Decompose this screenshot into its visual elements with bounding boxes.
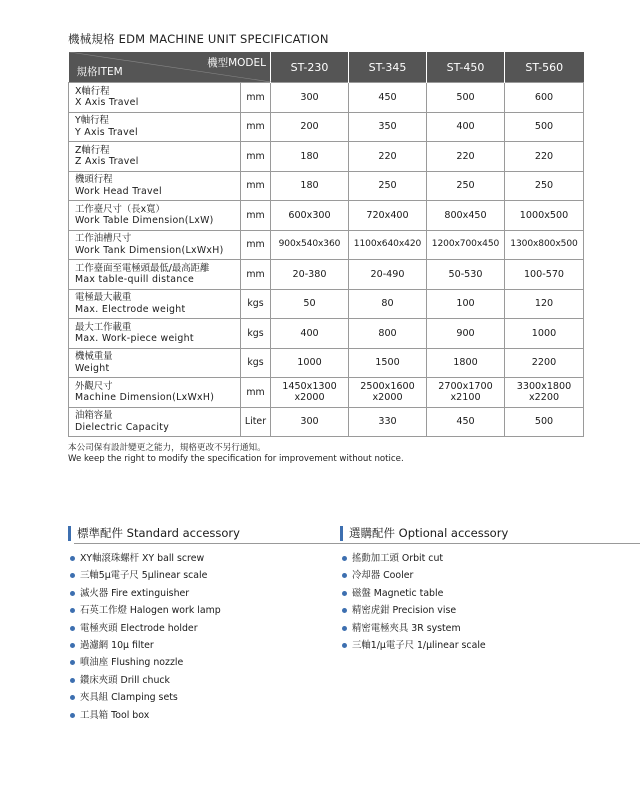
spec-value-cell: 180	[271, 142, 349, 172]
spec-value-cell: 1300x800x500	[505, 230, 584, 260]
spec-value-cell: 450	[427, 407, 505, 437]
spec-value-cell: 500	[505, 407, 584, 437]
spec-value-cell: 2700x1700 x2100	[427, 378, 505, 408]
spec-value-cell: 600	[505, 83, 584, 113]
model-header: ST-345	[349, 52, 427, 83]
spec-item-cell	[69, 407, 241, 437]
spec-item-zh: X軸行程	[75, 85, 110, 97]
bullet-icon	[342, 573, 347, 578]
spec-unit-cell: mm	[241, 112, 271, 142]
spec-item-en: Work Table Dimension(LxW)	[75, 215, 214, 227]
spec-value-cell: 1000	[505, 319, 584, 349]
spec-value-cell: 120	[505, 289, 584, 319]
spec-value-cell: 300	[271, 83, 349, 113]
spec-unit-cell: mm	[241, 260, 271, 290]
bullet-icon	[342, 556, 347, 561]
bullet-icon	[70, 678, 75, 683]
spec-value-cell: 900x540x360	[271, 230, 349, 260]
spec-value-cell: 250	[349, 171, 427, 201]
spec-value-cell: 80	[349, 289, 427, 319]
accessory-label: XY軸滾珠螺杆 XY ball screw	[80, 553, 205, 564]
spec-item-en: Dielectric Capacity	[75, 421, 170, 433]
bullet-icon	[70, 608, 75, 613]
spec-value-cell: 250	[505, 171, 584, 201]
bullet-icon	[70, 695, 75, 700]
table-row	[69, 201, 584, 231]
spec-item-cell	[69, 230, 241, 260]
spec-value-cell: 450	[349, 83, 427, 113]
table-row	[69, 230, 584, 260]
model-header: ST-450	[427, 52, 505, 83]
spec-item-zh: Z軸行程	[75, 144, 110, 156]
spec-value-cell: 1200x700x450	[427, 230, 505, 260]
list-item	[68, 585, 221, 602]
spec-item-cell	[69, 83, 241, 113]
accessory-label: 滅火器 Fire extinguisher	[80, 587, 190, 599]
spec-item-cell	[69, 260, 241, 290]
spec-item-en: Max. Work-piece weight	[75, 333, 194, 345]
bullet-icon	[70, 660, 75, 665]
accessory-label: 磁盤 Magnetic table	[352, 587, 444, 599]
spec-value-cell: 200	[271, 112, 349, 142]
heading-divider	[346, 543, 640, 544]
spec-item-en: Z Axis Travel	[75, 156, 139, 168]
spec-item-zh: 電極最大載重	[75, 292, 132, 304]
accessory-label: 鑽床夾頭 Drill chuck	[80, 674, 170, 686]
list-item	[340, 602, 486, 619]
spec-item-zh: 機頭行程	[75, 174, 113, 186]
spec-unit-cell: mm	[241, 171, 271, 201]
spec-unit-cell: mm	[241, 83, 271, 113]
page-title: 機械規格 EDM MACHINE UNIT SPECIFICATION	[68, 32, 329, 46]
table-row	[69, 112, 584, 142]
list-item	[68, 672, 221, 689]
list-item	[68, 567, 221, 584]
accessory-label: 冷却器 Cooler	[352, 570, 414, 582]
disclaimer-zh: 本公司保有設計變更之能力，規格更改不另行通知。	[68, 443, 266, 453]
spec-item-zh: 油箱容量	[75, 410, 113, 422]
standard-accessory-section	[68, 526, 240, 721]
list-item	[68, 707, 221, 724]
table-row	[69, 319, 584, 349]
spec-value-cell: 100	[427, 289, 505, 319]
spec-unit-cell: mm	[241, 378, 271, 408]
spec-value-cell: 50	[271, 289, 349, 319]
spec-value-cell: 300	[271, 407, 349, 437]
spec-item-en: Max table-quill distance	[75, 274, 195, 286]
spec-value-cell: 500	[505, 112, 584, 142]
list-item	[68, 620, 221, 637]
spec-unit-cell: kgs	[241, 348, 271, 378]
accessory-label: 搖動加工頭 Orbit cut	[352, 553, 444, 564]
spec-value-cell: 900	[427, 319, 505, 349]
spec-unit-cell: mm	[241, 142, 271, 172]
bullet-icon	[342, 626, 347, 631]
spec-unit-cell: Liter	[241, 407, 271, 437]
optional-accessory-list	[340, 550, 486, 654]
table-row	[69, 348, 584, 378]
spec-value-cell: 50-530	[427, 260, 505, 290]
spec-value-cell: 500	[427, 83, 505, 113]
spec-value-cell: 220	[427, 142, 505, 172]
spec-item-cell	[69, 378, 241, 408]
spec-item-cell	[69, 171, 241, 201]
spec-item-cell	[69, 142, 241, 172]
spec-item-zh: 工作油槽尺寸	[75, 233, 132, 245]
list-item	[340, 550, 486, 567]
accessory-label: 夾具組 Clamping sets	[80, 692, 178, 704]
spec-item-en: Machine Dimension(LxWxH)	[75, 392, 215, 404]
spec-value-cell: 20-380	[271, 260, 349, 290]
spec-value-cell: 800x450	[427, 201, 505, 231]
bullet-icon	[70, 591, 75, 596]
spec-value-cell: 1450x1300 x2000	[271, 378, 349, 408]
list-item	[340, 620, 486, 637]
list-item	[68, 689, 221, 706]
spec-item-cell	[69, 348, 241, 378]
spec-value-cell: 600x300	[271, 201, 349, 231]
optional-accessory-heading	[340, 526, 508, 541]
spec-value-cell: 250	[427, 171, 505, 201]
spec-value-cell: 2500x1600 x2000	[349, 378, 427, 408]
list-item	[68, 550, 221, 567]
spec-value-cell: 220	[349, 142, 427, 172]
spec-item-zh: 工作臺面至電極頭最低/最高距離	[75, 262, 210, 274]
spec-table	[68, 52, 584, 437]
table-row	[69, 142, 584, 172]
spec-item-zh: 外觀尺寸	[75, 380, 113, 392]
spec-value-cell: 180	[271, 171, 349, 201]
spec-value-cell: 350	[349, 112, 427, 142]
list-item	[340, 585, 486, 602]
spec-value-cell: 1800	[427, 348, 505, 378]
accessory-label: 過濾網 10μ filter	[80, 639, 154, 651]
spec-item-en: Work Tank Dimension(LxWxH)	[75, 244, 224, 256]
bullet-icon	[70, 556, 75, 561]
accessory-label: 精密虎鉗 Precision vise	[352, 605, 457, 617]
spec-value-cell: 1000x500	[505, 201, 584, 231]
spec-item-cell	[69, 112, 241, 142]
spec-value-cell: 1500	[349, 348, 427, 378]
spec-unit-cell: kgs	[241, 319, 271, 349]
spec-item-en: Work Head Travel	[75, 185, 162, 197]
spec-unit-cell: mm	[241, 230, 271, 260]
spec-unit-cell: mm	[241, 201, 271, 231]
header-model-label: 機型MODEL	[207, 57, 266, 69]
optional-accessory-section	[340, 526, 509, 651]
spec-item-zh: 機械重量	[75, 351, 113, 363]
bullet-icon	[342, 591, 347, 596]
spec-item-zh: 最大工作載重	[75, 321, 132, 333]
spec-value-cell: 100-570	[505, 260, 584, 290]
spec-value-cell: 330	[349, 407, 427, 437]
model-header: ST-230	[271, 52, 349, 83]
accessory-label: 工具箱 Tool box	[80, 709, 150, 721]
bullet-icon	[70, 643, 75, 648]
table-row	[69, 260, 584, 290]
accessory-label: 石英工作燈 Halogen work lamp	[80, 605, 221, 617]
table-corner-header	[69, 52, 271, 83]
accessory-label: 噴油座 Flushing nozzle	[80, 657, 184, 669]
list-item	[68, 637, 221, 654]
spec-value-cell: 2200	[505, 348, 584, 378]
list-item	[340, 567, 486, 584]
bullet-icon	[342, 643, 347, 648]
table-row	[69, 83, 584, 113]
table-row	[69, 407, 584, 437]
spec-item-en: Y Axis Travel	[75, 126, 138, 138]
spec-value-cell: 3300x1800 x2200	[505, 378, 584, 408]
accessory-label: 精密電極夾具 3R system	[352, 622, 461, 634]
accessory-label: 電極夾頭 Electrode holder	[80, 622, 198, 634]
spec-value-cell: 400	[271, 319, 349, 349]
spec-value-cell: 400	[427, 112, 505, 142]
spec-item-cell	[69, 319, 241, 349]
bullet-icon	[342, 608, 347, 613]
spec-item-en: X Axis Travel	[75, 97, 139, 109]
header-item-label: 規格ITEM	[76, 66, 123, 78]
accessory-label: 三軸1/μ電子尺 1/μlinear scale	[352, 639, 486, 651]
spec-value-cell: 20-490	[349, 260, 427, 290]
spec-item-cell	[69, 289, 241, 319]
spec-value-cell: 720x400	[349, 201, 427, 231]
spec-item-zh: Y軸行程	[75, 115, 109, 127]
standard-accessory-heading	[68, 526, 240, 541]
disclaimer-notes	[68, 443, 404, 464]
standard-accessory-title: 標準配件 Standard accessory	[77, 526, 240, 540]
list-item	[340, 637, 486, 654]
table-row	[69, 378, 584, 408]
model-header: ST-560	[505, 52, 584, 83]
spec-item-cell	[69, 201, 241, 231]
spec-value-cell: 800	[349, 319, 427, 349]
spec-item-zh: 工作臺尺寸（長x寬）	[75, 203, 165, 215]
spec-value-cell: 220	[505, 142, 584, 172]
spec-table-body	[69, 83, 584, 437]
table-row	[69, 289, 584, 319]
bullet-icon	[70, 626, 75, 631]
spec-unit-cell: kgs	[241, 289, 271, 319]
disclaimer-en: We keep the right to modify the specification for improvement without notice.	[68, 453, 404, 464]
accessory-label: 三軸5μ電子尺 5μlinear scale	[80, 570, 208, 582]
spec-value-cell: 1000	[271, 348, 349, 378]
standard-accessory-list	[68, 550, 221, 724]
list-item	[68, 654, 221, 671]
bullet-icon	[70, 573, 75, 578]
list-item	[68, 602, 221, 619]
table-row	[69, 171, 584, 201]
spec-item-en: Weight	[75, 362, 110, 374]
spec-item-en: Max. Electrode weight	[75, 303, 186, 315]
optional-accessory-title: 選購配件 Optional accessory	[349, 526, 509, 540]
spec-value-cell: 1100x640x420	[349, 230, 427, 260]
bullet-icon	[70, 713, 75, 718]
